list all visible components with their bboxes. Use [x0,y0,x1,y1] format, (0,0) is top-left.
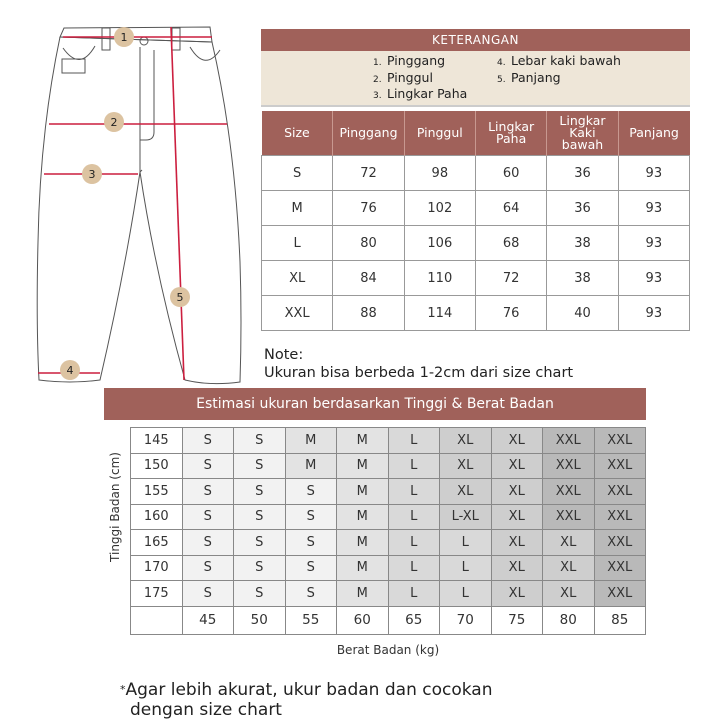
weight-row [131,606,646,634]
size-row [262,226,690,261]
measurement-cell: 68 [475,226,546,261]
weight-cell: 75 [491,606,543,634]
height-cell: 175 [131,581,183,607]
estimate-row [131,504,646,530]
weight-cell: 85 [594,606,646,634]
size-estimate-cell: L [388,479,440,505]
size-estimate-cell: S [182,428,234,454]
size-estimate-cell: S [285,530,337,556]
size-estimate-cell: S [234,581,286,607]
measurement-cell: 64 [475,191,546,226]
estimate-row [131,581,646,607]
size-row [262,156,690,191]
weight-cell: 65 [388,606,440,634]
size-estimate-cell: S [182,581,234,607]
size-estimate-cell: XL [491,479,543,505]
measurement-cell: 36 [547,191,618,226]
size-row [262,296,690,331]
weight-cell: 55 [285,606,337,634]
size-estimate-cell: XXL [594,530,646,556]
size-label-cell: S [262,156,333,191]
measurement-cell: 106 [404,226,475,261]
estimate-table [130,427,646,635]
size-estimate-cell: L-XL [440,504,492,530]
legend-item: 2. Pinggul [373,69,433,85]
size-estimate-cell: XXL [543,453,595,479]
measurement-cell: 93 [618,191,689,226]
legend-item: 4. Lebar kaki bawah [497,53,621,68]
size-estimate-cell: S [234,530,286,556]
size-estimate-cell: M [285,453,337,479]
size-estimate-cell: XL [491,530,543,556]
size-estimate-cell: S [182,453,234,479]
size-estimate-cell: S [182,555,234,581]
size-estimate-cell: S [234,453,286,479]
marker-4 [60,360,80,380]
legend-item: 1. Pinggang [373,53,446,68]
size-estimate-cell: XXL [594,504,646,530]
measurement-cell: 114 [404,296,475,331]
height-cell: 165 [131,530,183,556]
size-estimate-cell: XL [543,555,595,581]
size-estimate-cell: S [234,479,286,505]
footnote-line-2: dengan size chart [130,700,282,720]
size-estimate-cell: XL [491,555,543,581]
marker-5 [170,287,190,307]
legend-item: 3. Lingkar Paha [373,86,468,101]
measurement-cell: 84 [333,261,404,296]
measurement-cell: 38 [547,261,618,296]
size-estimate-cell: XXL [594,479,646,505]
size-estimate-cell: XXL [594,428,646,454]
measurement-cell: 110 [404,261,475,296]
weight-cell: 70 [440,606,492,634]
svg-text:2: 2 [110,116,118,129]
size-estimate-cell: XL [491,504,543,530]
size-estimate-cell: XL [491,453,543,479]
size-estimate-cell: XXL [543,428,595,454]
measurement-cell: 38 [547,226,618,261]
height-axis-label: Tinggi Badan (cm) [108,452,122,562]
size-estimate-cell: M [337,504,389,530]
measurement-cell: 72 [333,156,404,191]
footnote-line-1: Agar lebih akurat, ukur badan dan cocokan [125,680,493,700]
size-estimate-cell: L [388,530,440,556]
estimate-title: Estimasi ukuran berdasarkan Tinggi & Berat Badan [104,388,646,420]
size-estimate-cell: XL [491,581,543,607]
height-cell: 170 [131,555,183,581]
legend-item: 5. Panjang [497,69,561,85]
size-estimate-cell: L [388,504,440,530]
height-cell: 145 [131,428,183,454]
size-estimate-cell: M [337,555,389,581]
footnote-star: * [120,683,126,696]
height-cell: 160 [131,504,183,530]
note [264,346,573,382]
size-estimate-cell: L [388,428,440,454]
size-estimate-cell: S [182,504,234,530]
measurement-cell: 98 [404,156,475,191]
weight-axis-label: Berat Badan (kg) [336,643,440,657]
svg-text:1: 1 [120,31,128,44]
measurement-cell: 102 [404,191,475,226]
estimate-row [131,428,646,454]
size-estimate-cell: XXL [543,479,595,505]
pants-diagram [30,22,250,387]
size-estimate-cell: S [285,504,337,530]
note-title: Note: [264,347,304,363]
size-estimate-cell: L [388,555,440,581]
corner-cell [131,606,183,634]
size-estimate-cell: XL [440,453,492,479]
size-estimate-cell: XL [543,581,595,607]
col-header-lingkar-paha: Lingkar Paha [475,111,546,156]
size-row [262,191,690,226]
footnote [120,680,492,720]
estimate-row [131,530,646,556]
right-leg-outline [140,42,241,384]
measurement-cell: 88 [333,296,404,331]
weight-cell: 45 [182,606,234,634]
col-header-lingkar-kaki-bawah: Lingkar Kaki bawah [547,111,618,156]
height-cell: 155 [131,479,183,505]
measurement-cell: 36 [547,156,618,191]
size-row [262,261,690,296]
estimate-row [131,479,646,505]
weight-cell: 60 [337,606,389,634]
measurement-cell: 72 [475,261,546,296]
col-header-pinggang: Pinggang [333,111,404,156]
svg-text:4: 4 [66,364,74,377]
size-estimate-cell: S [234,555,286,581]
size-estimate-cell: XXL [594,453,646,479]
measure-markers [60,27,190,380]
size-label-cell: XXL [262,296,333,331]
col-header-panjang: Panjang [618,111,689,156]
size-estimate-cell: L [388,453,440,479]
col-header-pinggul: Pinggul [404,111,475,156]
marker-1 [114,27,134,47]
size-estimate-cell: XXL [594,581,646,607]
estimate-row [131,453,646,479]
col-header-size: Size [262,111,333,156]
measurement-cell: 40 [547,296,618,331]
size-estimate-cell: S [234,504,286,530]
legend-column-2 [497,54,621,87]
weight-cell: 80 [543,606,595,634]
measurement-cell: 76 [475,296,546,331]
button-icon [140,37,148,45]
size-estimate-cell: S [234,428,286,454]
size-estimate-cell: M [337,428,389,454]
size-label-cell: L [262,226,333,261]
marker-2 [104,112,124,132]
measurement-cell: 80 [333,226,404,261]
measure-line-panjang [171,27,184,380]
size-estimate-cell: M [337,581,389,607]
measurement-cell: 93 [618,226,689,261]
size-estimate-cell: L [388,581,440,607]
size-estimate-cell: XL [440,428,492,454]
legend-column-1 [373,54,467,104]
legend-title: KETERANGAN [261,29,690,51]
legend-panel [261,51,690,107]
size-label-cell: M [262,191,333,226]
estimate-row [131,555,646,581]
weight-cell: 50 [234,606,286,634]
size-estimate-cell: XL [491,428,543,454]
size-estimate-cell: S [285,581,337,607]
measurement-cell: 60 [475,156,546,191]
svg-text:5: 5 [176,291,184,304]
size-label-cell: XL [262,261,333,296]
size-estimate-cell: L [440,581,492,607]
size-estimate-cell: S [182,479,234,505]
measurement-cell: 76 [333,191,404,226]
size-estimate-cell: M [337,453,389,479]
size-estimate-cell: XXL [543,504,595,530]
size-estimate-cell: XL [440,479,492,505]
left-leg-outline [37,37,142,382]
measurement-cell: 93 [618,261,689,296]
size-table-header-row [262,111,690,156]
marker-3 [82,164,102,184]
size-estimate-cell: M [337,530,389,556]
size-estimate-cell: XXL [594,555,646,581]
measurement-cell: 93 [618,296,689,331]
svg-text:3: 3 [88,168,96,181]
size-chart-table [261,111,690,331]
size-estimate-cell: L [440,555,492,581]
size-estimate-cell: M [337,479,389,505]
height-cell: 150 [131,453,183,479]
size-estimate-cell: L [440,530,492,556]
size-estimate-cell: M [285,428,337,454]
size-estimate-cell: XL [543,530,595,556]
measurement-cell: 93 [618,156,689,191]
size-estimate-cell: S [285,555,337,581]
size-estimate-cell: S [182,530,234,556]
size-estimate-cell: S [285,479,337,505]
note-text: Ukuran bisa berbeda 1-2cm dari size chart [264,365,574,381]
